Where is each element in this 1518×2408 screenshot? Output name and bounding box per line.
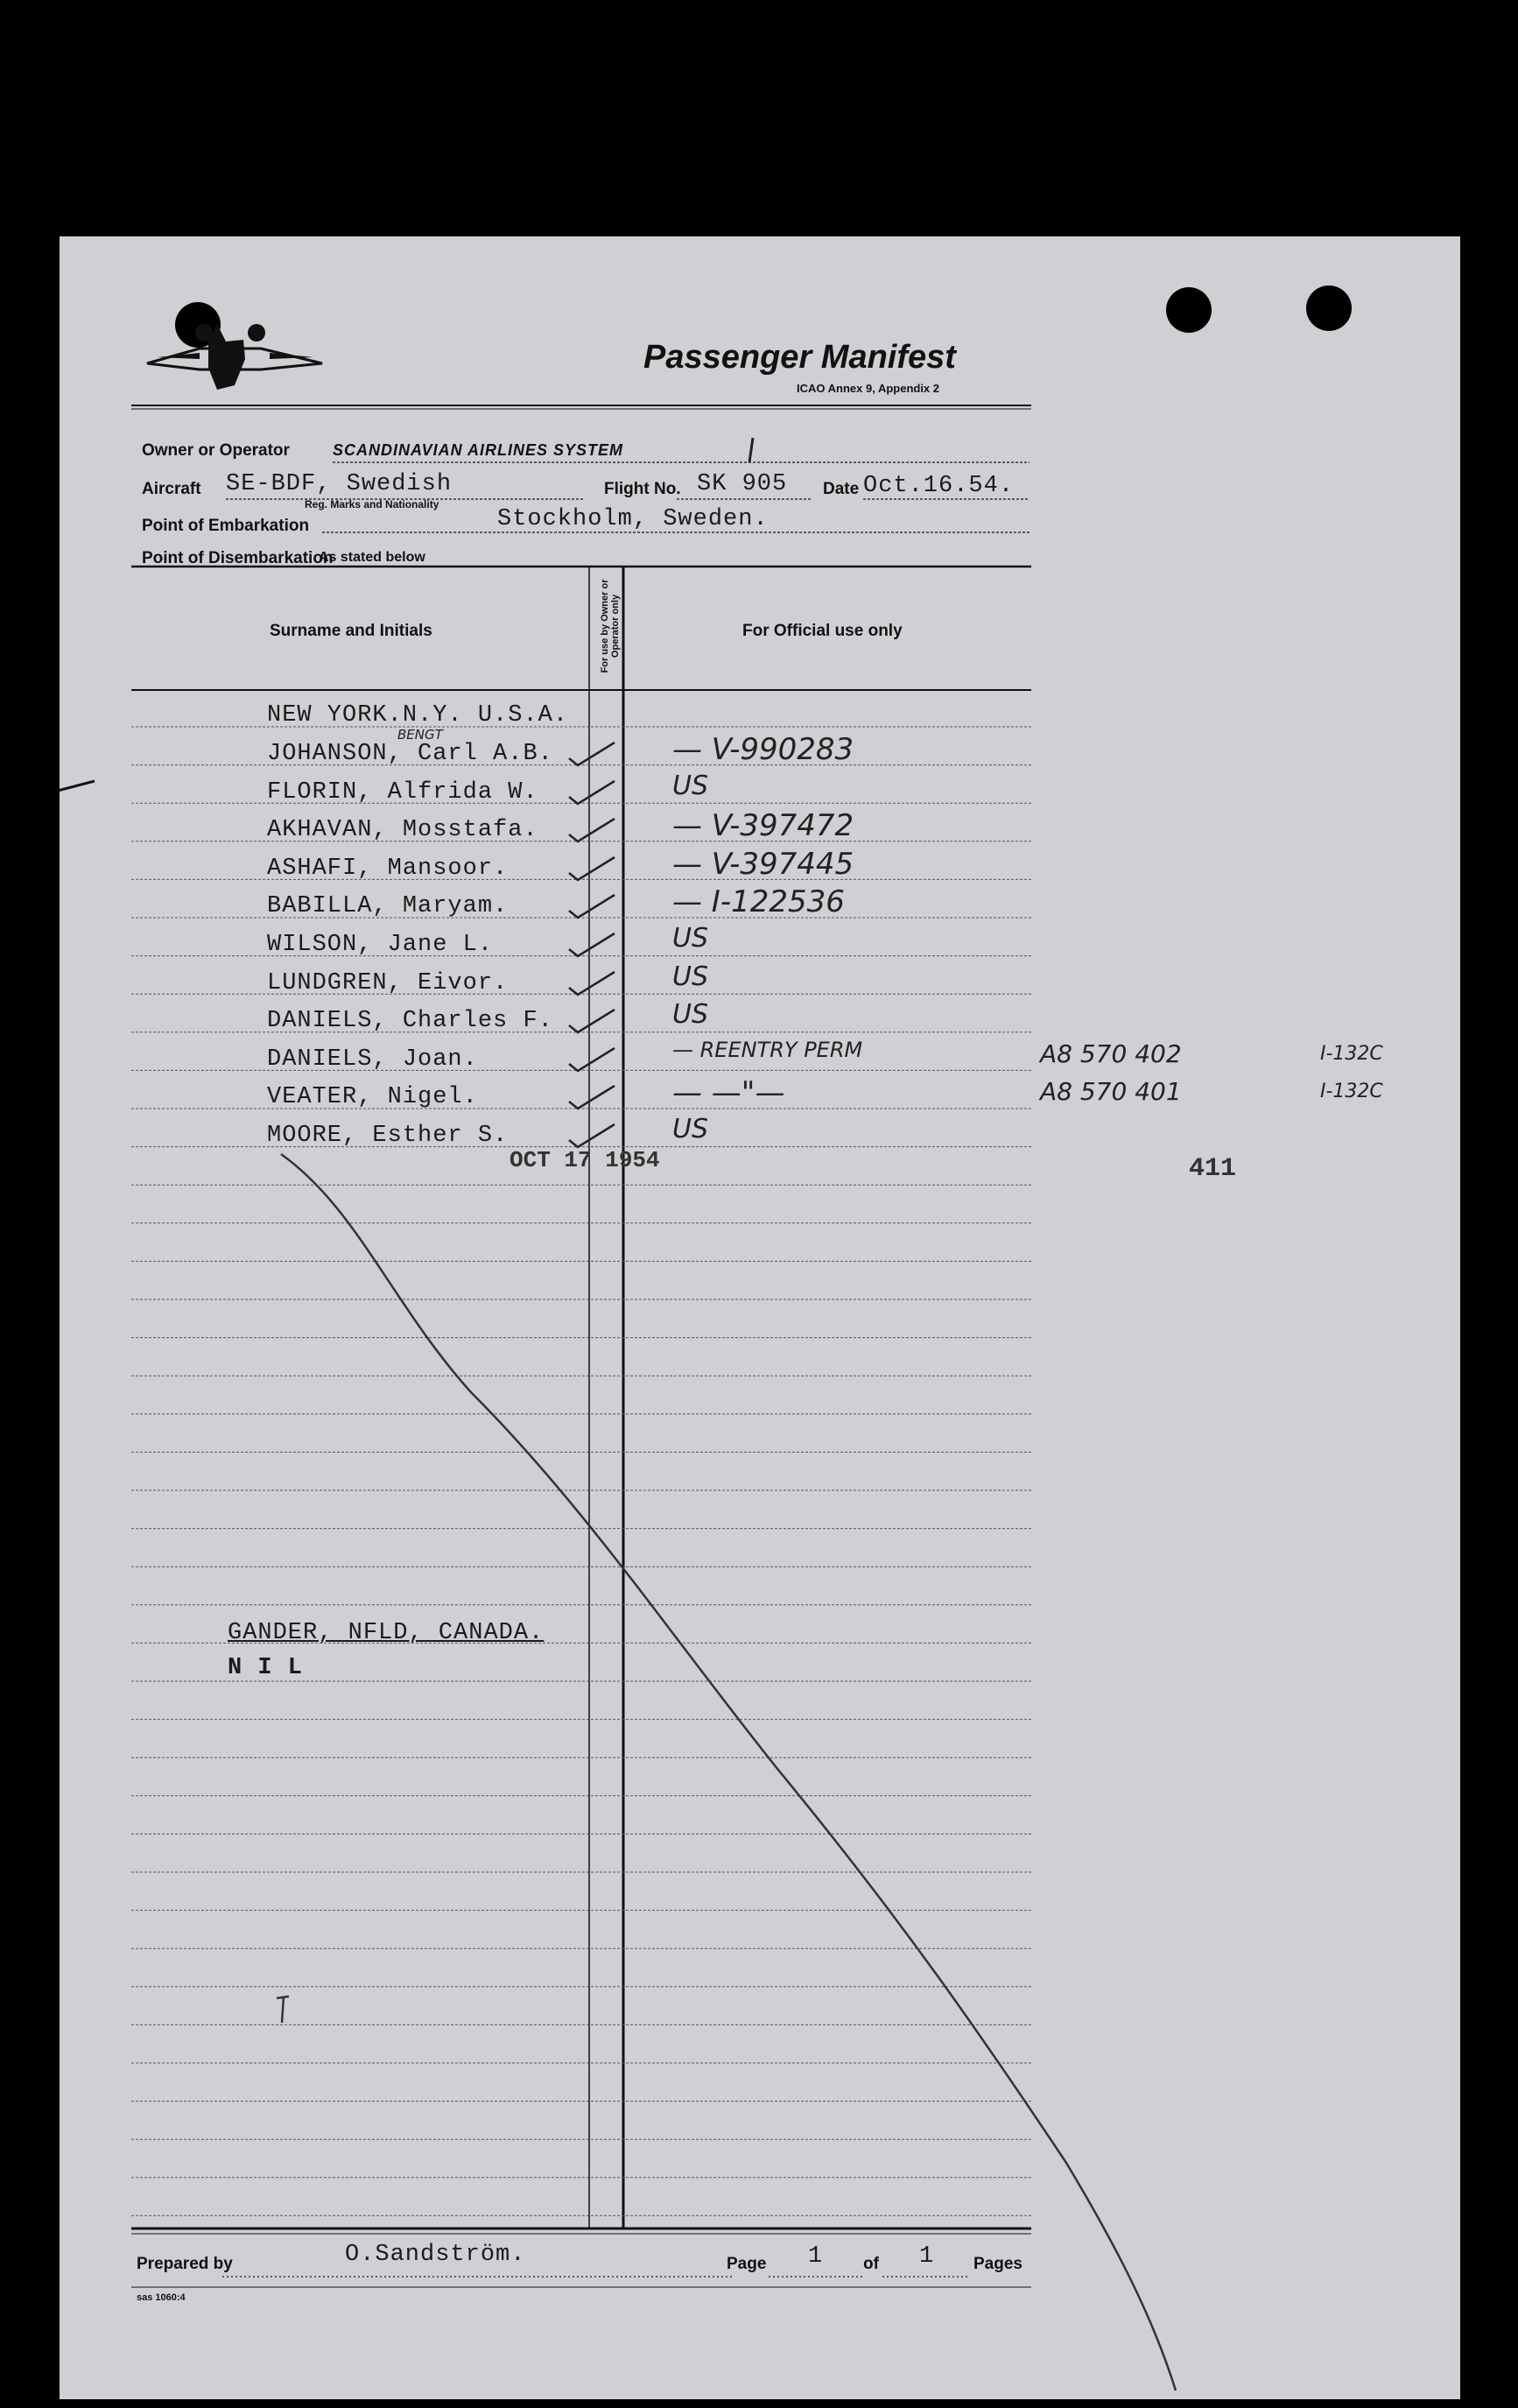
official-entry: — —"— [672,1075,785,1111]
aircraft-value: SE-BDF, Swedish [226,471,453,497]
column-header-surname: Surname and Initials [270,622,432,640]
passenger-name: LUNDGREN, Eivor. [267,969,509,996]
official-entry: — I-122536 [672,884,845,920]
passenger-name: DANIELS, Joan. [267,1046,478,1073]
date-value: Oct.16.54. [863,473,1015,499]
page-title: Passenger Manifest [643,339,956,376]
form-code: I-132C [1320,1081,1383,1103]
flight-value: SK 905 [697,471,788,497]
official-entry: US [672,1114,709,1144]
name-correction: BENGT [397,727,443,743]
checkmark-icon [566,928,618,963]
reentry-permit-number: A8 570 402 [1040,1039,1182,1068]
disembarkation-label: Point of Disembarkation [142,549,334,567]
passenger-name: ASHAFI, Mansoor. [267,855,509,882]
stamp-number: 411 [1189,1154,1237,1184]
manifest-sheet [60,236,1460,2399]
passenger-name: JOHANSON, Carl A.B. [267,741,553,767]
prepared-by-value: O.Sandström. [345,2242,526,2268]
destination-gander-nil: N I L [228,1655,304,1681]
checkmark-icon [566,737,618,772]
passenger-name: DANIELS, Charles F. [267,1008,553,1035]
aircraft-label: Aircraft [142,480,201,498]
page-label: Page [727,2255,767,2273]
column-header-operator-use: For use by Owner or Operator only [600,579,621,673]
passenger-name: BABILLA, Maryam. [267,893,509,920]
checkmark-icon [566,890,618,925]
checkmark-icon [566,1004,618,1039]
official-entry: US [672,770,709,801]
passenger-name: WILSON, Jane L. [267,932,494,958]
official-entry: US [672,961,709,992]
form-code: I-132C [1320,1042,1383,1065]
passenger-name: FLORIN, Alfrida W. [267,778,538,806]
passenger-name: VEATER, Nigel. [267,1084,478,1111]
reentry-permit-number: A8 570 401 [1040,1077,1182,1107]
checkmark-icon [566,967,618,1002]
passenger-name: AKHAVAN, Mosstafa. [267,817,538,844]
embarkation-value: Stockholm, Sweden. [497,506,769,532]
received-date-stamp: OCT 17 1954 [510,1147,660,1173]
official-entry: — V-397472 [672,808,854,844]
date-label: Date [823,480,860,498]
destination-gander: GANDER, NFLD, CANADA. [228,1620,545,1646]
disembarkation-value: As stated below [319,550,425,565]
official-entry: US [672,999,709,1031]
official-entry: — REENTRY PERM [672,1037,863,1062]
checkmark-icon [566,1081,618,1116]
prepared-by-label: Prepared by [137,2255,233,2273]
of-label: of [863,2255,879,2273]
owner-label: Owner or Operator [142,441,290,460]
page-subtitle: ICAO Annex 9, Appendix 2 [797,382,940,395]
flight-label: Flight No. [604,480,681,498]
checkmark-icon [566,1043,618,1078]
passenger-name: MOORE, Esther S. [267,1123,509,1149]
official-entry: — V-397445 [672,846,854,882]
official-entry: — V-990283 [672,732,854,767]
pages-label: Pages [973,2255,1023,2273]
official-entry: US [672,923,709,954]
checkmark-icon [566,852,618,887]
checkmark-icon [566,776,618,811]
page-number: 1 [808,2243,824,2270]
column-header-official: For Official use only [742,622,903,640]
embarkation-label: Point of Embarkation [142,517,310,535]
owner-value: SCANDINAVIAN AIRLINES SYSTEM [333,441,624,459]
total-pages: 1 [919,2243,935,2270]
reg-marks-note: Reg. Marks and Nationality [305,498,439,510]
checkmark-icon [566,813,618,848]
form-number: sas 1060:4 [137,2292,186,2303]
destination-new-york: NEW YORK.N.Y. U.S.A. [267,702,569,729]
